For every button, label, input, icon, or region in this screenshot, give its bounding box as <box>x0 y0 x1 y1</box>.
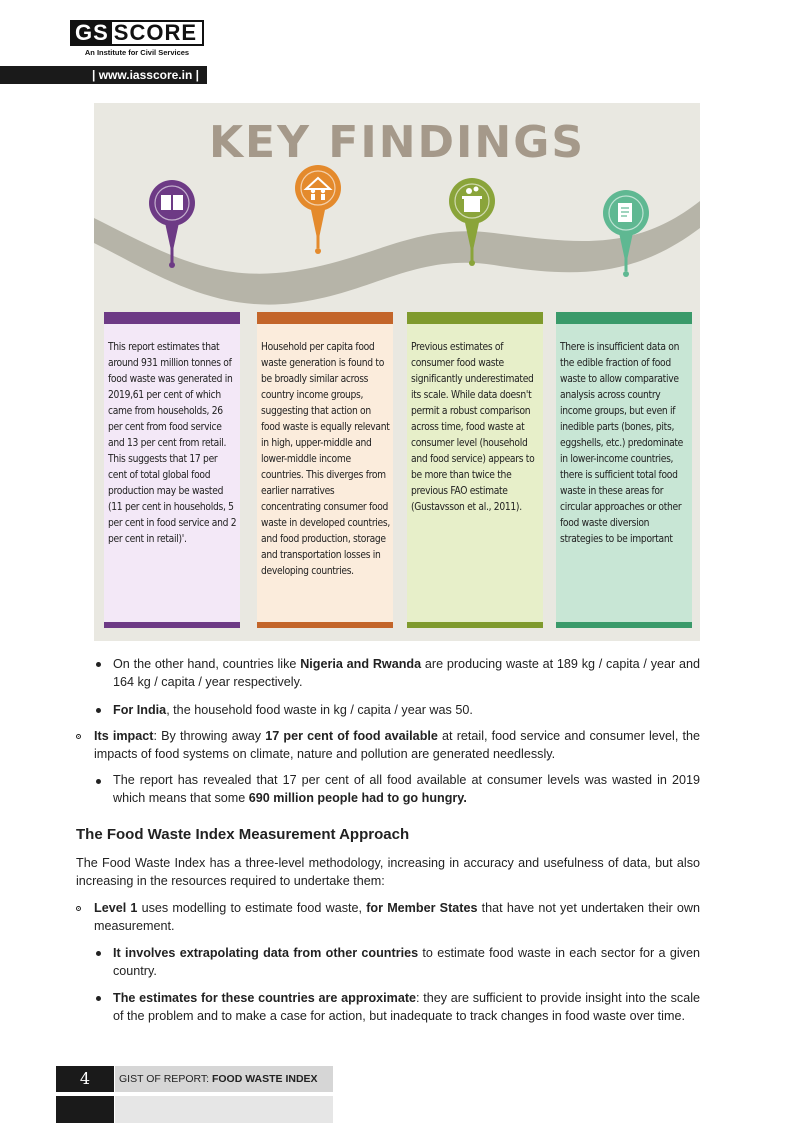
text-run: On the other hand, countries like <box>113 657 301 671</box>
footer-label-text: GIST OF REPORT: <box>119 1073 212 1085</box>
bullet-ring-icon <box>76 734 81 739</box>
finding-column-4 <box>556 312 692 628</box>
bullet-dot-icon <box>96 951 101 956</box>
bold-run: for Member States <box>366 901 478 915</box>
bullet-dot-icon <box>96 708 101 713</box>
footer-label-bold: FOOD WASTE INDEX <box>211 1073 318 1085</box>
list-item-extrapolating <box>113 944 700 980</box>
bold-run: The estimates for these countries are approximate <box>113 991 417 1005</box>
finding-column-1 <box>104 312 240 628</box>
bold-run: For India <box>113 703 167 717</box>
bullet-dot-icon <box>96 996 101 1001</box>
finding-column-2 <box>257 312 393 628</box>
logo-score: SCORE <box>113 20 198 45</box>
finding-text-4: There is insufficient data on the edible fraction of food waste to allow comparative analysis across country income groups, but even if inedible parts (bones, pits, eggshells, etc.) predominate in lower-income countries, there is sufficient total food waste in these areas for circular approaches or other food waste diversion strategies to be important <box>560 342 684 545</box>
list-item-level-1 <box>94 899 700 935</box>
text-run: to estimate food waste in each sector for a given country. <box>113 946 700 978</box>
text-run: : By throwing away <box>153 729 266 743</box>
key-findings-infographic <box>94 103 700 641</box>
logo-tagline: An Institute for Civil Services <box>84 48 190 57</box>
bullet-dot-icon <box>96 662 101 667</box>
text-run: The report has revealed that 17 per cent of all food available at consumer levels was wasted in 2019 which means that some <box>113 773 700 805</box>
family-home-icon <box>295 165 341 254</box>
text-run: , the household food waste in kg / capita / year was 50. <box>166 703 473 717</box>
bold-run: 17 per cent of food available <box>265 729 438 743</box>
bullet-ring-icon <box>76 906 81 911</box>
page-number: 4 <box>56 1066 114 1092</box>
list-item-nigeria-rwanda <box>113 655 700 691</box>
bold-run: Level 1 <box>94 901 138 915</box>
finding-text-2: Household per capita food waste generation is found to be broadly similar across country income groups, suggesting that action on food waste is equally relevant in high, upper-middle and lower-middle income countries. This diverges from earlier narratives concentrating consumer food waste in developed countries, and food production, storage and transportation losses in developing countries. <box>261 342 390 577</box>
list-item-impact <box>94 727 700 763</box>
intro-paragraph: The Food Waste Index has a three-level methodology, increasing in accuracy and usefulness of data, but also increasing in the resources required to undertake them: <box>76 856 700 888</box>
logo-wordmark <box>70 20 204 46</box>
bold-run: Nigeria and Rwanda <box>300 657 422 671</box>
bullet-dot-icon <box>96 779 101 784</box>
website-url[interactable]: | www.iasscore.in | <box>0 66 207 84</box>
footer-block-dark <box>56 1096 114 1123</box>
bold-run: Its impact <box>94 729 154 743</box>
text-run: uses modelling to estimate food waste, <box>137 901 367 915</box>
finding-column-3 <box>407 312 543 628</box>
footer-block-light <box>115 1096 333 1123</box>
key-findings-title: KEY FINDINGS <box>208 117 586 168</box>
footer-label <box>115 1066 333 1092</box>
text-run: : they are sufficient to provide insight into the scale of the problem and to make a case for action, but inadequate to track changes in food waste over time. <box>113 991 701 1023</box>
bold-run: 690 million people had to go hungry. <box>248 791 467 805</box>
text-run: are producing waste at 189 kg / capita / year and 164 kg / capita / year respectively. <box>113 657 700 689</box>
finding-text-1: This report estimates that around 931 million tonnes of food waste was generated in 2019,61 per cent of which came from households, 26 per cent from food service and 13 per cent from retail. This suggests that 17 per cent of total global food production may be wasted (11 per cent in households, 5 per cent in food service and 2 per cent in retail)'. <box>108 342 237 545</box>
list-item-approximate <box>113 989 700 1025</box>
finding-text-3: Previous estimates of consumer food waste significantly underestimated its scale. While data doesn't permit a robust comparison across time, food waste at consumer level (household and food service) appears to be more than twice the previous FAO estimate (Gustavsson et al., 2011). <box>411 342 535 513</box>
bold-run: It involves extrapolating data from other countries <box>113 946 419 960</box>
list-item-hungry <box>113 771 700 807</box>
gsscore-logo <box>70 20 208 60</box>
logo-gs: GS <box>72 22 112 44</box>
section-heading: The Food Waste Index Measurement Approach <box>76 826 410 843</box>
list-item-india <box>113 701 700 719</box>
text-run: at retail, food service and consumer level, the impacts of food systems on climate, nature and pollution are generated needlessly. <box>94 729 701 761</box>
text-run: that have not yet undertaken their own measurement. <box>94 901 700 933</box>
